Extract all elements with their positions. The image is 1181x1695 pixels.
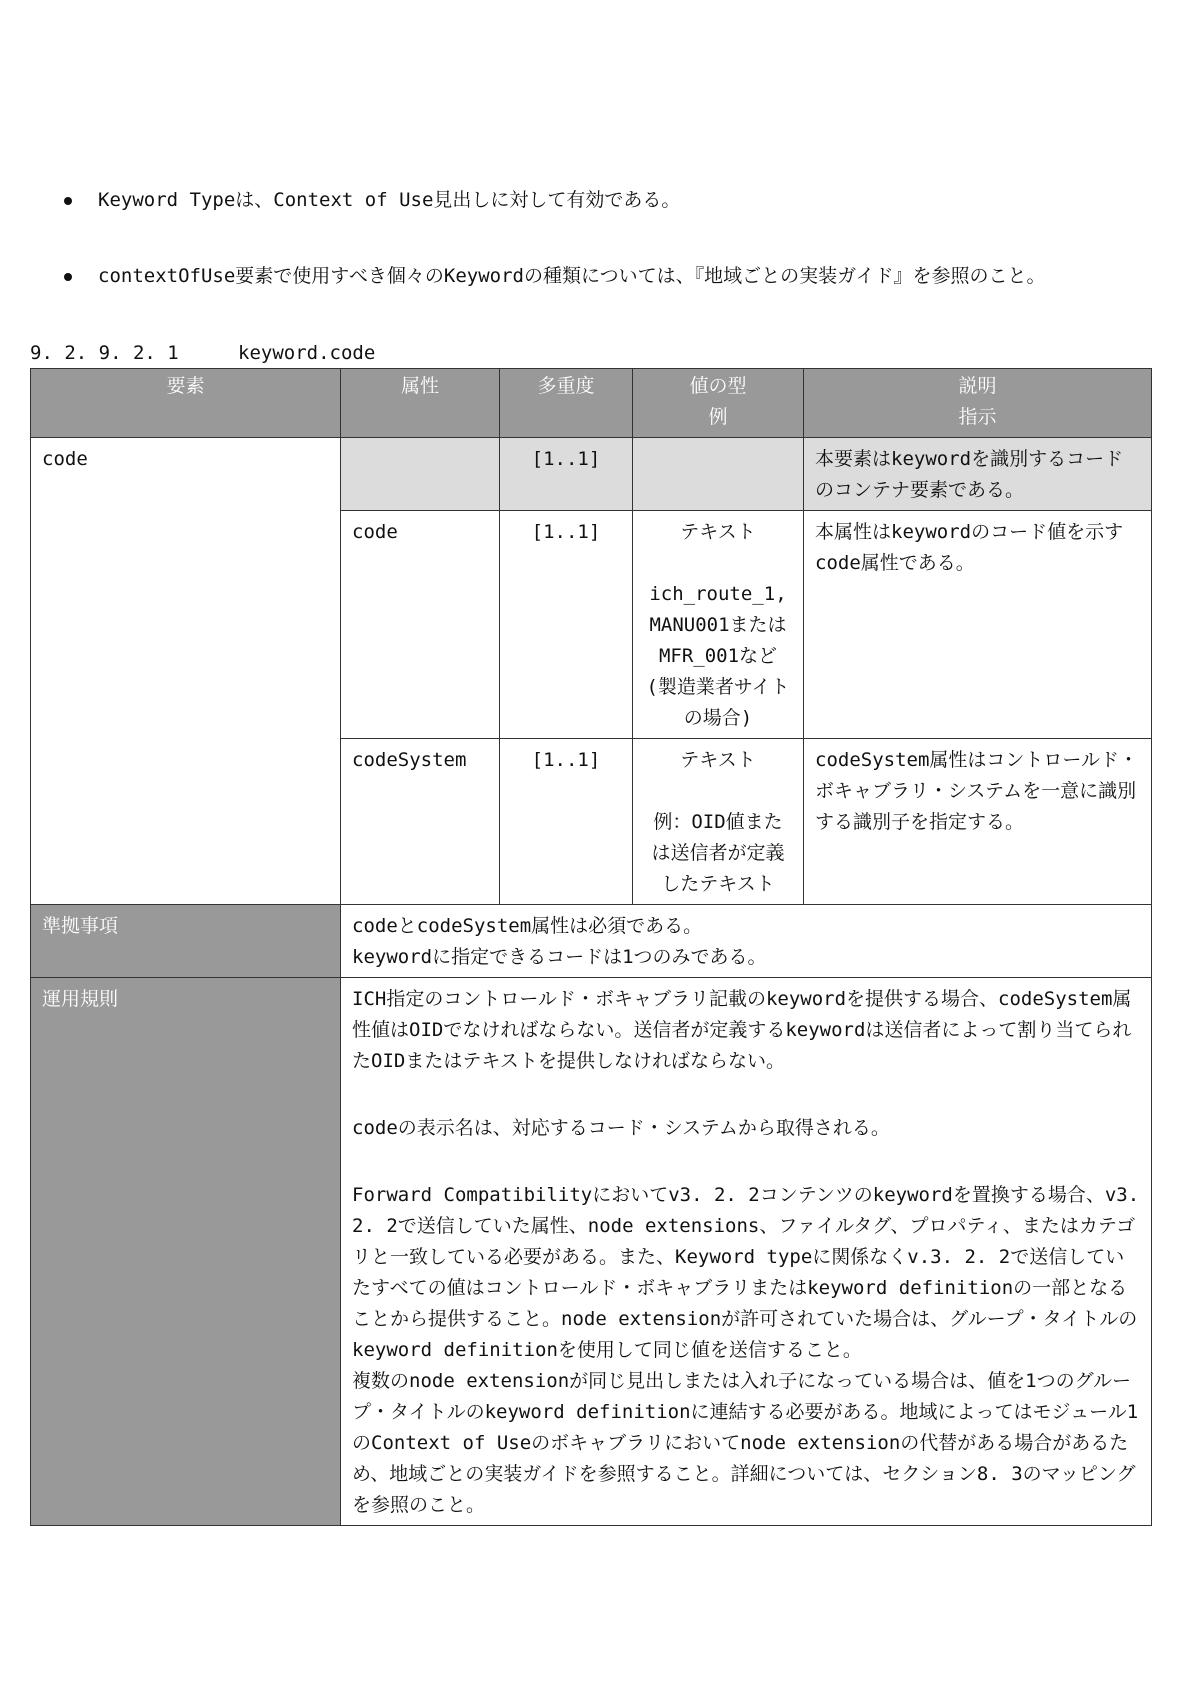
- header-element: 要素: [31, 369, 341, 438]
- header-cardinality: 多重度: [500, 369, 633, 438]
- section-number: 9. 2. 9. 2. 1: [30, 342, 179, 364]
- rule-paragraph: 複数のnode extensionが同じ見出しまたは入れ子になっている場合は、値を1つのグループ・タイトルのkeyword definitionに連結する必要がある。地域によってはモジュール1のContext of Useのボキャブラリにおいてnode extensionの代替がある場合があるため、地域ごとの実装ガイドを参照すること。詳細については、セクション8. 3のマッピングを参照のこと。: [352, 1370, 1139, 1516]
- element-cell: code: [31, 438, 341, 905]
- conformance-row: [31, 905, 1152, 978]
- rule-paragraph: Forward Compatibilityにおいてv3. 2. 2コンテンツのkeywordを置換する場合、v3. 2. 2で送信していた属性、node extensions、ファイルタグ、プロパティ、またはカテゴリと一致している必要がある。また、Keyword typeに関係なくv.3. 2. 2で送信していたすべての値はコントロールド・ボキャブラリまたはkeyword definitionの一部となることから提供すること。node extensionが許可されていた場合は、グループ・タイトルのkeyword definitionを使用して同じ値を送信すること。: [352, 1184, 1140, 1361]
- cardinality-cell: [1..1]: [500, 438, 633, 511]
- header-attribute: 属性: [341, 369, 500, 438]
- header-description: 説明 指示: [804, 369, 1152, 438]
- bullet-text: Keyword Typeは、Context of Use見出しに対して有効である。: [98, 189, 681, 211]
- value-cell: テキスト ich_route_1, MANU001または MFR_001など (製造業者サイトの場合): [633, 511, 804, 739]
- business-rules-label: 運用規則: [31, 978, 341, 1526]
- value-cell: テキスト 例：OID値または送信者が定義したテキスト: [633, 739, 804, 905]
- description-cell: codeSystem属性はコントロールド・ボキャブラリ・システムを一意に識別する識別子を指定する。: [804, 739, 1152, 905]
- header-value-type: 値の型 例: [633, 369, 804, 438]
- bullet-dot-icon: [64, 197, 72, 205]
- attribute-cell: [341, 438, 500, 511]
- bullet-list: [60, 185, 1170, 291]
- rule-paragraph: ICH指定のコントロールド・ボキャブラリ記載のkeywordを提供する場合、codeSystem属性値はOIDでなければならない。送信者が定義するkeywordは送信者によって割り当てられたOIDまたはテキストを提供しなければならない。: [352, 988, 1132, 1072]
- description-cell: 本要素はkeywordを識別するコードのコンテナ要素である。: [804, 438, 1152, 511]
- bullet-item: [60, 261, 1170, 291]
- table-header-row: [31, 369, 1152, 438]
- table-row: [31, 438, 1152, 511]
- description-cell: 本属性はkeywordのコード値を示すcode属性である。: [804, 511, 1152, 739]
- attribute-cell: code: [341, 511, 500, 739]
- bullet-item: [60, 185, 1170, 215]
- rule-paragraph: codeの表示名は、対応するコード・システムから取得される。: [352, 1117, 890, 1139]
- bullet-text: contextOfUse要素で使用すべき個々のKeywordの種類については、『地域ごとの実装ガイド』を参照のこと。: [98, 265, 1046, 287]
- cardinality-cell: [1..1]: [500, 511, 633, 739]
- spec-table: [30, 368, 1152, 1526]
- cardinality-cell: [1..1]: [500, 739, 633, 905]
- conformance-label: 準拠事項: [31, 905, 341, 978]
- value-cell: [633, 438, 804, 511]
- business-rules-row: [31, 978, 1152, 1526]
- business-rules-text: [341, 978, 1152, 1526]
- section-title: keyword.code: [238, 342, 376, 364]
- attribute-cell: codeSystem: [341, 739, 500, 905]
- section-heading: [30, 338, 375, 368]
- conformance-text: codeとcodeSystem属性は必須である。 keywordに指定できるコードは1つのみである。: [341, 905, 1152, 978]
- bullet-dot-icon: [64, 273, 72, 281]
